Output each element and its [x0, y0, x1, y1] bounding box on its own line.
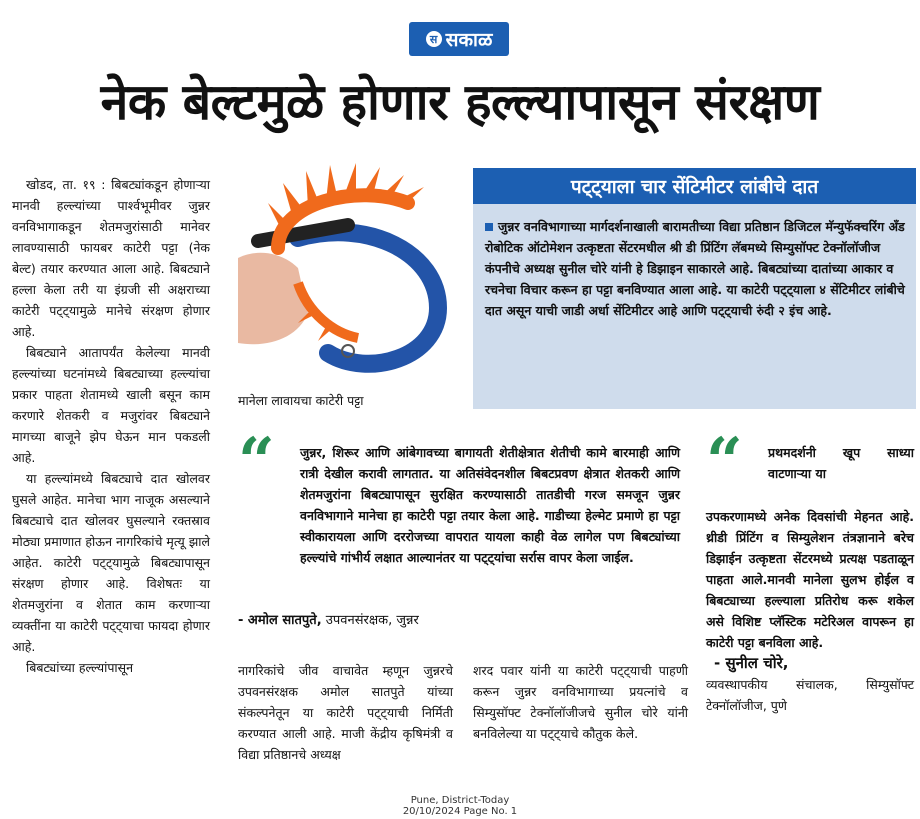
footer-date-page: 20/10/2024 Page No. 1 [402, 806, 518, 817]
column-4: शरद पवार यांनी या काटेरी पट्ट्याची पाहणी करून जुन्नर वनविभागाच्या प्रयत्नांचे व सिम्युसॉफ्ट टेक्नॉलॉजीजचे सुनील चोरे यांनी बनविलेल्या या पट्ट्याचे कौतुक केले. [473, 663, 688, 741]
footer-edition: Pune, District-Today [410, 795, 510, 806]
paragraph: या हल्ल्यांमध्ये बिबट्याचे दात खोलवर घुसले आहेत. मानेचा भाग नाजूक असल्याने बिबट्याचे दात खोलवर घुसल्याने रक्तस्राव मोठ्या प्रमाणात होऊन नागरिकांचे मृत्यू झाले आहेत. काटेरी पट्ट्यामुळे बिबट्यापासून संरक्षण होणार आहे. विशेषतः या शेतमजुरांना व शेतात काम करणाऱ्या व्यक्तींना या काटेरी पट्ट्याचा फायदा होणार आहे. [12, 471, 210, 654]
neck-belt-illustration [238, 163, 453, 385]
quote-1-signature [238, 610, 419, 628]
paragraph: बिबट्याने आतापर्यंत केलेल्या मानवी हल्ल्यांच्या घटनांमध्ये बिबट्याच्या हल्ल्यांचा प्रकार पाहता शेतामध्ये खाली बसून काम करणारे शेतकरी व मजुरांवर बिबट्याने मागच्या बाजूने झेप घेऊन मान पकडली आहे. [12, 345, 210, 465]
headline: नेक बेल्टमुळे होणार हल्ल्यापासून संरक्षण [100, 73, 820, 131]
sidebar-heading: पट्ट्याला चार सेंटिमीटर लांबीचे दात [473, 168, 916, 204]
column-1 [12, 174, 210, 678]
paragraph: बिबट्यांच्या हल्ल्यांपासून [26, 660, 134, 675]
sidebar-text [485, 216, 905, 321]
quote-icon: “ [706, 424, 743, 499]
quote-icon: “ [238, 424, 275, 499]
logo-mark-icon: स [426, 31, 442, 47]
quote-role: व्यवस्थापकीय संचालक, सिम्युसॉफ्ट टेक्नॉलॉजीज, पुणे [706, 677, 914, 713]
quote-author: - अमोल सातपुते, [238, 613, 322, 628]
photo-caption: मानेला लावायचा काटेरी पट्टा [238, 393, 364, 408]
quote-body: जुन्नर, शिरूर आणि आंबेगावच्या बागायती शेतीक्षेत्रात शेतीची कामे बारमाही आणि रात्री देखील करावी लागतात. या अतिसंवेदनशील बिबटप्रवण क्षेत्रात शेतकरी आणि शेतमजुरांना बिबट्यापासून सुरक्षित करण्यासाठी तातडीची गरज समजून जुन्नर वनविभागाने मानेचा हा काटेरी पट्टा तयार केला आहे. गाडीच्या हेल्मेट प्रमाणे हा पट्टा स्वीकारायला आणि दररोजच्या वापरात यायला काही वेळ लागेल पण बिबट्यांच्या हल्ल्यांचे गांभीर्य लक्षात आल्यानंतर या पट्ट्यांचा सर्रास वापर केला जाईल. [300, 445, 680, 565]
quote-author: - सुनील चोरे, [714, 654, 789, 672]
quote-2-text [706, 506, 914, 716]
column-3: नागरिकांचे जीव वाचावेत म्हणून जुन्नरचे उपवनसंरक्षक अमोल सातपुते यांच्या संकल्पनेतून या काटेरी पट्ट्याची निर्मिती करण्यात आली आहे. माजी केंद्रीय कृषिमंत्री व विद्या प्रतिष्ठानचे अध्यक्ष [238, 663, 453, 762]
masthead-logo [409, 22, 509, 56]
quote-body: उपकरणामध्ये अनेक दिवसांची मेहनत आहे. थ्रीडी प्रिंटिंग व सिम्युलेशन तंत्रज्ञानाने बरेच डिझाईन उत्कृष्टता सेंटरमध्ये प्रत्यक्ष पडताळून पाहता आले.मानवी मानेला सुलभ होईल व बिबट्याच्या हल्ल्याला प्रतिरोध करू शकेल असे विशिष्ट प्लॅस्टिक मटेरिअल वापरून हा काटेरी पट्टा बनविला आहे. [706, 509, 914, 650]
quote-2-lead: प्रथमदर्शनी खूप साध्या वाटणाऱ्या या [768, 445, 914, 481]
paragraph: खोडद, ता. १९ : बिबट्यांकडून होणाऱ्या मानवी हल्ल्यांच्या पार्श्वभूमीवर जुन्नर वनविभागाकडून शेतमजुरांसाठी मानेवर लावण्यासाठी फायबर काटेरी पट्टा (नेक बेल्ट) तयार करण्यात आला आहे. बिबट्याने हल्ला केला तरी या इंग्रजी सी अक्षराच्या काटेरी पट्ट्यामुळे मानेचे संरक्षण होणार आहे. [12, 177, 210, 339]
footer [0, 795, 920, 817]
quote-role: उपवनसंरक्षक, जुन्नर [321, 613, 419, 628]
neck-belt-photo [238, 163, 453, 385]
logo-text: सकाळ [445, 29, 493, 51]
bullet-icon [485, 223, 493, 231]
quote-1-text [300, 442, 680, 568]
sidebar-body: जुन्नर वनविभागाच्या मार्गदर्शनाखाली बारामतीच्या विद्या प्रतिष्ठान डिजिटल मॅन्युफॅक्चरिंग अँड रोबोटिक ऑटोमेशन उत्कृष्टता सेंटरमधील श्री डी प्रिंटिंग लॅबमध्ये सिम्युसॉफ्ट टेक्नॉलॉजीज कंपनीचे अध्यक्ष सुनील चोरे यांनी हे डिझाइन साकारले आहे. बिबट्यांच्या दातांच्या आकार व रचनेचा विचार करून हा पट्टा बनविण्यात आला आहे. या काटेरी पट्ट्याला ४ सेंटिमीटर लांबीचे दात असून याची जाडी अर्धा सेंटिमीटर आहे आणि पट्ट्याची रुंदी २ इंच आहे. [485, 219, 905, 318]
